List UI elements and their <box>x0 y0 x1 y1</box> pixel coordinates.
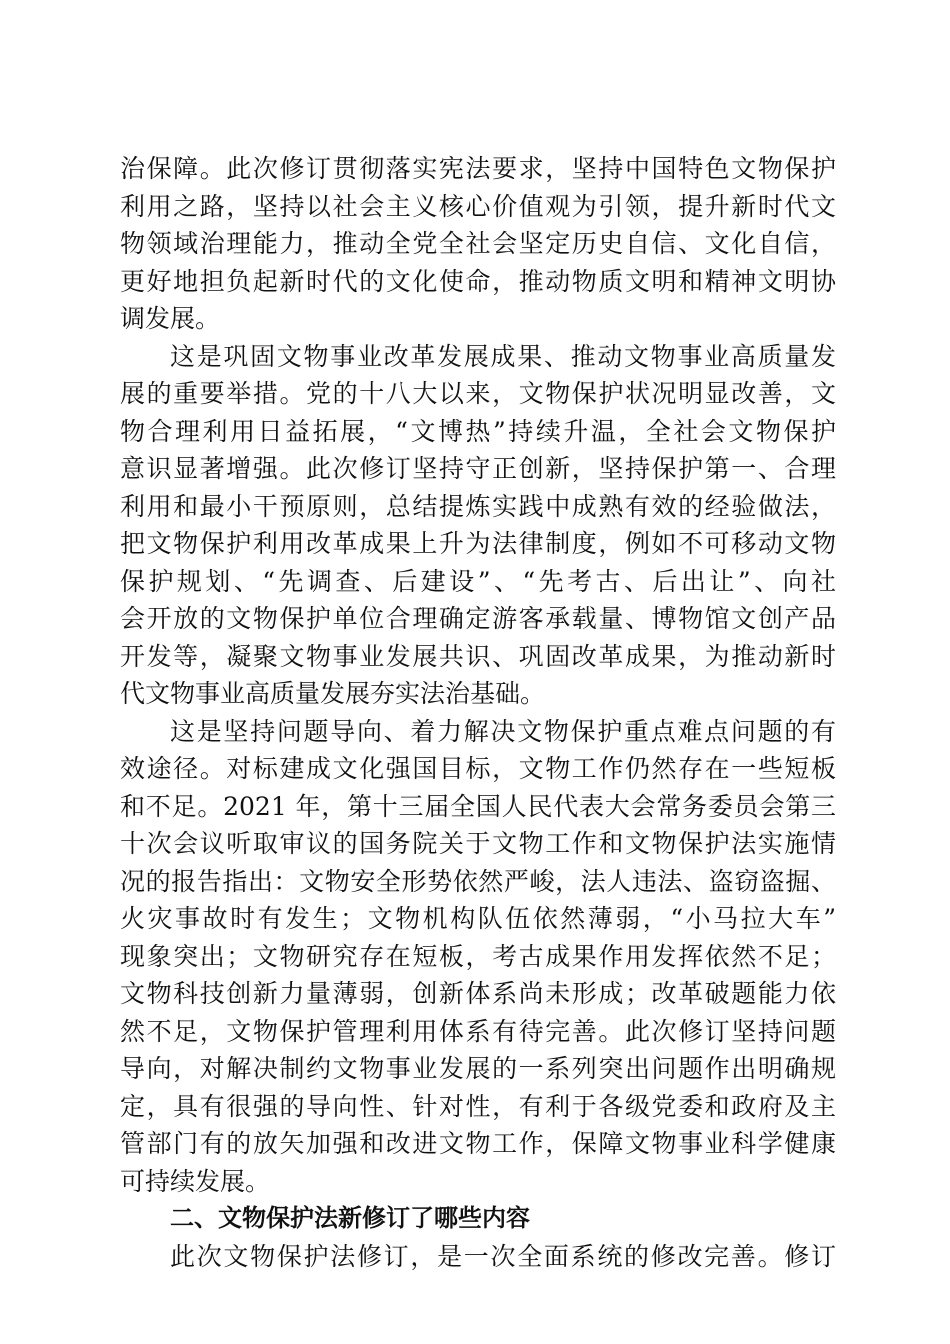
paragraph-line: 定，具有很强的导向性、针对性，有利于各级党委和政府及主 <box>120 1091 836 1121</box>
paragraph-line: 导向，对解决制约文物事业发展的一系列突出问题作出明确规 <box>120 1054 836 1083</box>
paragraph-line: 意识显著增强。此次修订坚持守正创新，坚持保护第一、合理 <box>120 454 836 483</box>
paragraph-line: 可持续发展。 <box>120 1166 271 1196</box>
paragraph-line: 和不足。2021 年，第十三届全国人民代表大会常务委员会第三 <box>120 791 836 821</box>
paragraph-line: 利用和最小干预原则，总结提炼实践中成熟有效的经验做法， <box>120 491 836 521</box>
paragraph-line: 物领域治理能力，推动全党全社会坚定历史自信、文化自信， <box>120 229 836 258</box>
paragraph-line: 文物科技创新力量薄弱，创新体系尚未形成；改革破题能力依 <box>120 979 836 1008</box>
paragraph-line: 会开放的文物保护单位合理确定游客承载量、博物馆文创产品 <box>120 604 836 633</box>
paragraph-line: 此次文物保护法修订，是一次全面系统的修改完善。修订 <box>170 1241 836 1271</box>
paragraph-revision-overview <box>120 1238 836 1276</box>
paragraph-line: 保护规划、“先调查、后建设”、“先考古、后出让”、向社 <box>120 566 836 596</box>
paragraph-line: 把文物保护利用改革成果上升为法律制度，例如不可移动文物 <box>120 529 836 558</box>
paragraph-line: 火灾事故时有发生；文物机构队伍依然薄弱，“小马拉大车” <box>120 904 836 933</box>
paragraph-line: 利用之路，坚持以社会主义核心价值观为引领，提升新时代文 <box>120 191 836 221</box>
paragraph-line: 况的报告指出：文物安全形势依然严峻，法人违法、盗窃盗掘、 <box>120 866 836 896</box>
paragraph-line: 管部门有的放矢加强和改进文物工作，保障文物事业科学健康 <box>120 1129 836 1158</box>
paragraph-line: 十次会议听取审议的国务院关于文物工作和文物保护法实施情 <box>120 829 836 858</box>
paragraph-line: 更好地担负起新时代的文化使命，推动物质文明和精神文明协 <box>120 266 836 296</box>
paragraph-line: 这是坚持问题导向、着力解决文物保护重点难点问题的有 <box>170 716 836 746</box>
paragraph-line: 效途径。对标建成文化强国目标，文物工作仍然存在一些短板 <box>120 754 836 783</box>
document-body <box>120 150 836 1275</box>
paragraph-line: 然不足，文物保护管理利用体系有待完善。此次修订坚持问题 <box>120 1016 836 1046</box>
paragraph-legal-guarantee <box>120 150 836 338</box>
paragraph-line: 现象突出；文物研究存在短板，考古成果作用发挥依然不足； <box>120 941 836 971</box>
paragraph-line: 开发等，凝聚文物事业发展共识、巩固改革成果，为推动新时 <box>120 641 836 671</box>
paragraph-line: 代文物事业高质量发展夯实法治基础。 <box>120 679 546 708</box>
paragraph-line: 展的重要举措。党的十八大以来，文物保护状况明显改善，文 <box>120 379 836 408</box>
paragraph-line: 治保障。此次修订贯彻落实宪法要求，坚持中国特色文物保护 <box>120 154 836 183</box>
section-heading: 二、文物保护法新修订了哪些内容 <box>170 1204 530 1232</box>
paragraph-problem-orientation <box>120 713 836 1201</box>
paragraph-line: 物合理利用日益拓展，“文博热”持续升温，全社会文物保护 <box>120 416 836 446</box>
paragraph-reform-achievements <box>120 338 836 713</box>
paragraph-line: 这是巩固文物事业改革发展成果、推动文物事业高质量发 <box>170 341 836 371</box>
paragraph-line: 调发展。 <box>120 304 221 333</box>
